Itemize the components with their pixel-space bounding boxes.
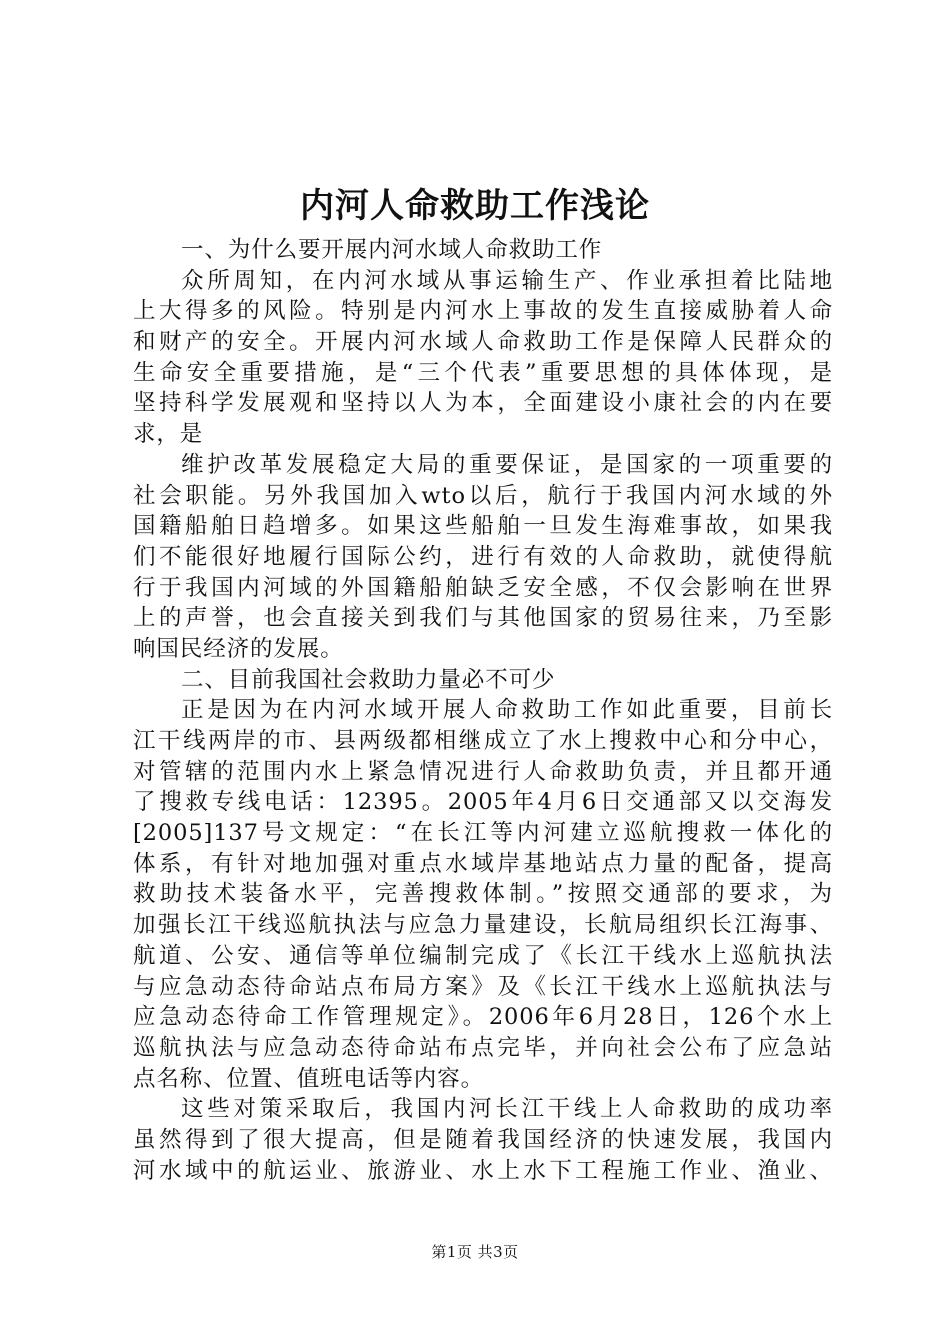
paragraph-line: 国籍船舶日趋增多。如果这些船舶一旦发生海难事故，如果我	[133, 513, 833, 540]
paragraph-line: 点名称、位置、值班电话等内容。	[133, 1065, 485, 1092]
paragraph-line: 们不能很好地履行国际公约，进行有效的人命救助，就使得航	[133, 543, 833, 570]
paragraph-line: 响国民经济的发展。	[133, 635, 344, 662]
paragraph-line: 应急动态待命工作管理规定》。2006年6月28日，126个水上	[133, 1004, 833, 1031]
paragraph-line: 对管辖的范围内水上紧急情况进行人命救助负责，并且都开通	[133, 758, 833, 785]
paragraph-line: 正是因为在内河水域开展人命救助工作如此重要，目前长	[181, 697, 833, 724]
document-body	[133, 235, 833, 1186]
section-heading-1: 一、为什么要开展内河水域人命救助工作	[181, 237, 603, 263]
paragraph-line: [2005]137号文规定：“在长江等内河建立巡航搜救一体化的	[133, 820, 833, 847]
paragraph-line: 航道、公安、通信等单位编制完成了《长江干线水上巡航执法	[133, 942, 833, 969]
paragraph-line: 与应急动态待命站点布局方案》及《长江干线水上巡航执法与	[133, 973, 833, 1000]
page-number-footer: 第1页 共3页	[431, 1243, 519, 1261]
paragraph-line: 求，是	[133, 421, 204, 448]
paragraph-line: 众所周知，在内河水域从事运输生产、作业承担着比陆地	[181, 267, 833, 294]
paragraph-line: 体系，有针对地加强对重点水域岸基地站点力量的配备，提高	[133, 850, 833, 877]
paragraph-line: 行于我国内河域的外国籍船舶缺乏安全感，不仅会影响在世界	[133, 574, 833, 601]
paragraph-line: 河水域中的航运业、旅游业、水上水下工程施工作业、渔业、	[133, 1157, 833, 1184]
paragraph-line: 维护改革发展稳定大局的重要保证，是国家的一项重要的	[181, 451, 833, 478]
paragraph-line: 坚持科学发展观和坚持以人为本，全面建设小康社会的内在要	[133, 390, 833, 417]
paragraph-line: 救助技术装备水平，完善搜救体制。”按照交通部的要求，为	[133, 881, 833, 908]
section-heading-2: 二、目前我国社会救助力量必不可少	[181, 666, 556, 693]
paragraph-line: 江干线两岸的市、县两级都相继成立了水上搜救中心和分中心，	[133, 728, 833, 754]
paragraph-line: 上的声誉，也会直接关到我们与其他国家的贸易往来，乃至影	[133, 605, 833, 632]
paragraph-line: 上大得多的风险。特别是内河水上事故的发生直接威胁着人命	[133, 298, 833, 325]
paragraph-line: 巡航执法与应急动态待命站布点完毕，并向社会公布了应急站	[133, 1034, 833, 1061]
paragraph-line: 虽然得到了很大提高，但是随着我国经济的快速发展，我国内	[133, 1126, 833, 1153]
paragraph-line: 这些对策采取后，我国内河长江干线上人命救助的成功率	[181, 1096, 833, 1123]
paragraph-line: 了搜救专线电话：12395。2005年4月6日交通部又以交海发	[133, 789, 833, 816]
paragraph-line: 和财产的安全。开展内河水域人命救助工作是保障人民群众的	[133, 329, 833, 356]
paragraph-line: 加强长江干线巡航执法与应急力量建设，长航局组织长江海事、	[133, 912, 833, 939]
document-title: 内河人命救助工作浅论	[300, 186, 650, 226]
paragraph-line: 生命安全重要措施，是“三个代表”重要思想的具体体现，是	[133, 359, 833, 386]
paragraph-line: 社会职能。另外我国加入wto以后，航行于我国内河水域的外	[133, 482, 833, 509]
